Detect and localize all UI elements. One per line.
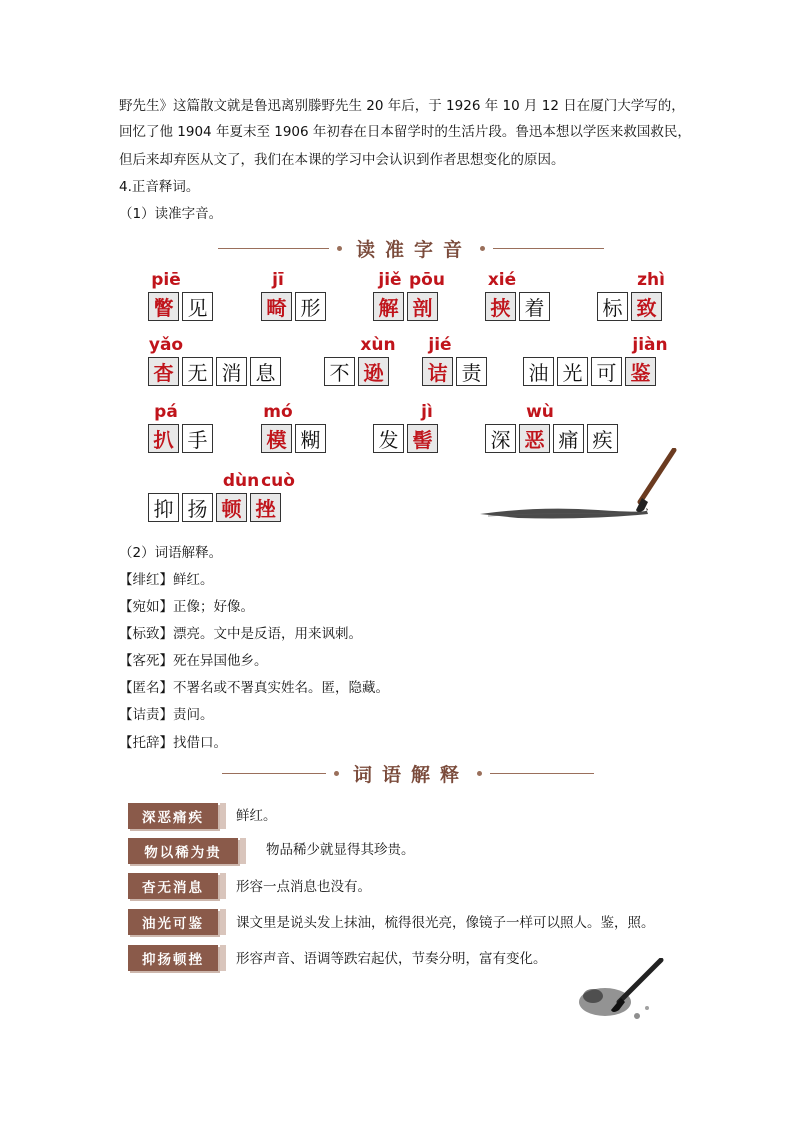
pinyin-dun: dùn [222,471,260,491]
char-box: 杳 [148,357,179,386]
char-box: 不 [324,357,355,386]
banner-dot-left [334,771,339,776]
intro-line-1: 野先生》这篇散文就是鲁迅离别滕野先生 20 年后，于 1926 年 10 月 12 日在厦门大学写的， [119,98,685,114]
term-tag: 油光可鉴 [128,909,218,935]
pinyin-ji2: jì [421,402,433,422]
word-youguangkejian [523,357,659,386]
char-box: 扬 [182,493,213,522]
word-jieze [422,357,490,386]
term-explanation: 鲜红。 [236,808,277,824]
question-4: 4.正音释词。 [119,179,200,195]
pinyin-jie: jiě [378,270,402,290]
term-explanation: 课文里是说头发上抹油，梳得很光亮，像镜子一样可以照人。鉴，照。 [236,915,655,931]
char-box: 恶 [519,424,550,453]
banner-rule-right [490,773,594,774]
pinyin-zhi: zhì [637,270,665,290]
char-box: 发 [373,424,404,453]
char-box: 扒 [148,424,179,453]
word-yiyangdunchuo [148,493,284,522]
banner-dot-right [477,771,482,776]
banner-rule-left [222,773,326,774]
char-box: 责 [456,357,487,386]
term-explanation: 形容声音、语调等跌宕起伏，节奏分明，富有变化。 [236,951,547,967]
char-box: 瞥 [148,292,179,321]
word-buxun [324,357,392,386]
word-pashou [148,424,216,453]
char-box: 痛 [553,424,584,453]
term-tag: 杳无消息 [128,873,218,899]
char-box: 油 [523,357,554,386]
char-box: 鉴 [625,357,656,386]
definition-item: 【宛如】正像；好像。 [119,599,254,615]
word-biaozhi [597,292,665,321]
char-box: 髻 [407,424,438,453]
definition-item: 【匿名】不署名或不署真实姓名。匿，隐藏。 [119,680,389,696]
subheading-pronunciation: （1）读准字音。 [119,206,223,222]
banner-rule-right [493,248,604,249]
brush-stroke-icon [478,448,678,522]
char-box: 光 [557,357,588,386]
ink-brush-icon [575,958,665,1028]
definition-item: 【客死】死在异国他乡。 [119,653,268,669]
char-box: 可 [591,357,622,386]
pinyin-pie: piē [151,270,181,290]
pinyin-ji: jī [272,270,284,290]
banner-title: 读准字音 [356,238,473,261]
intro-line-3: 但后来却弃医从文了，我们在本课的学习中会认识到作者思想变化的原因。 [119,152,565,168]
char-box: 无 [182,357,213,386]
char-box: 疾 [587,424,618,453]
definition-item: 【托辞】找借口。 [119,735,227,751]
pinyin-xun: xùn [360,335,396,355]
word-xiezhe [485,292,553,321]
definition-item: 【标致】漂亮。文中是反语，用来讽刺。 [119,626,362,642]
char-box: 畸 [261,292,292,321]
pinyin-yao: yǎo [148,335,184,355]
pinyin-xie: xié [487,270,517,290]
pinyin-pa: pá [154,402,178,422]
pinyin-jian: jiàn [632,335,668,355]
pinyin-jie2: jié [428,335,452,355]
subheading-vocabulary: （2）词语解释。 [119,545,223,561]
definition-item: 【绯红】鲜红。 [119,572,214,588]
char-box: 解 [373,292,404,321]
word-faji [373,424,441,453]
banner-title: 词语解释 [353,763,470,786]
char-box: 剖 [407,292,438,321]
pinyin-wu: wù [526,402,554,422]
word-yaowuxiaoxi [148,357,284,386]
char-box: 顿 [216,493,247,522]
char-box: 逊 [358,357,389,386]
pinyin-mo: mó [263,402,293,422]
pinyin-cuo: cuò [261,471,295,491]
char-box: 见 [182,292,213,321]
char-box: 糊 [295,424,326,453]
intro-line-2: 回忆了他 1904 年夏末至 1906 年初春在日本留学时的生活片段。鲁迅本想以学医来救国救民， [119,124,691,140]
term-tag: 物以稀为贵 [128,838,238,864]
word-jiepou [373,292,441,321]
term-tag: 抑扬顿挫 [128,945,218,971]
term-explanation: 形容一点消息也没有。 [236,879,371,895]
char-box: 手 [182,424,213,453]
char-box: 标 [597,292,628,321]
char-box: 诘 [422,357,453,386]
term-tag: 深恶痛疾 [128,803,218,829]
char-box: 模 [261,424,292,453]
word-mohu [261,424,329,453]
term-explanation: 物品稀少就显得其珍贵。 [266,842,415,858]
char-box: 抑 [148,493,179,522]
char-box: 消 [216,357,247,386]
banner-rule-left [218,248,329,249]
char-box: 挟 [485,292,516,321]
char-box: 挫 [250,493,281,522]
char-box: 深 [485,424,516,453]
char-box: 着 [519,292,550,321]
definition-item: 【诘责】责问。 [119,707,214,723]
banner-vocabulary [222,761,594,785]
word-piejian [148,292,216,321]
char-box: 致 [631,292,662,321]
word-jixing [261,292,329,321]
pinyin-pou: pōu [409,270,445,290]
banner-pronunciation [218,236,604,260]
banner-dot-right [480,246,485,251]
char-box: 形 [295,292,326,321]
banner-dot-left [337,246,342,251]
char-box: 息 [250,357,281,386]
